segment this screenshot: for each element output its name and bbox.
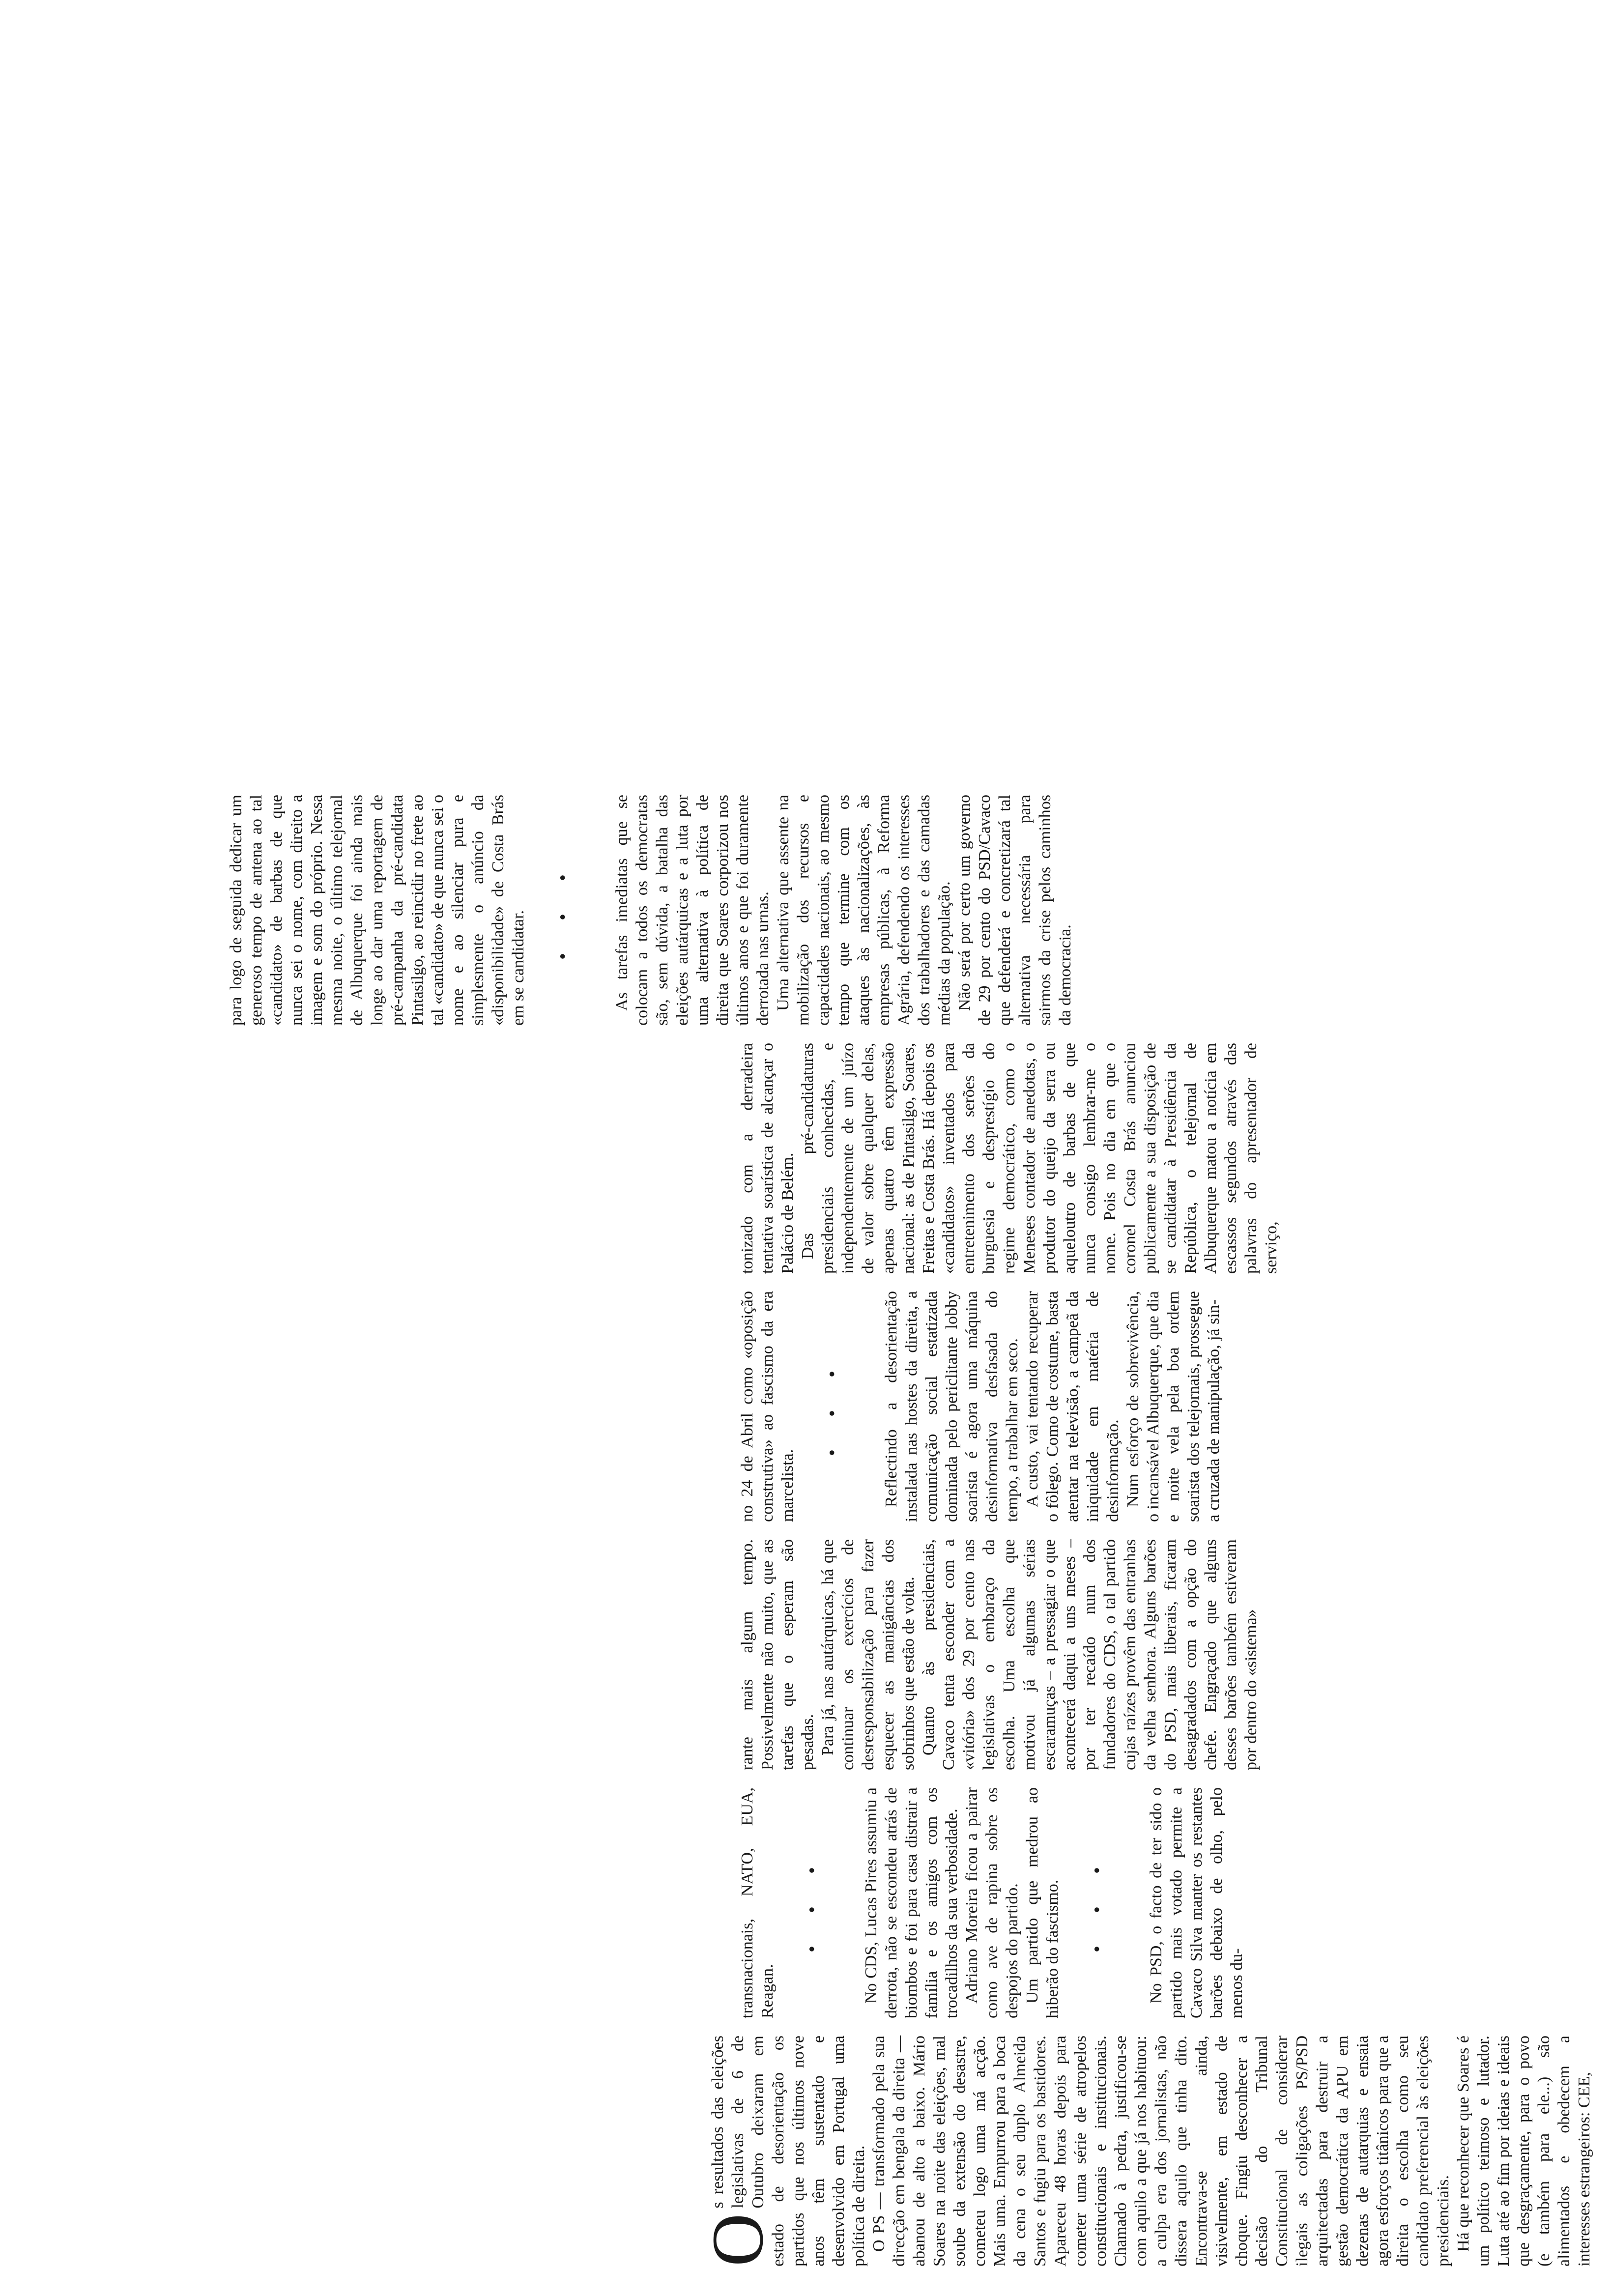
section-separator-dots: • • • [1086,1853,1108,1953]
paragraph: rante mais algum tempo. Possivelmente não muito, que as tarefas que o esperam são pesadas. [738,1539,817,1770]
paragraph: no 24 de Abril como «oposição construtiva» ao fascismo da era marcelista. [738,1291,797,1522]
article-column-4 [737,1291,1224,1522]
paragraph: Adriano Moreira ficou a pairar como ave de rapina sobre os despojos do partido. [963,1787,1021,2018]
article-column-5 [737,1043,1281,1274]
opening-paragraph [697,2036,869,2267]
paragraph: As tarefas imediatas que se colocam a todos os democratas são, sem dúvida, a batalha das eleições autárquicas e a luta por uma alternativa à política de direita que Soares corporizou nos últimos anos e que foi duramente derrotada nas urnas. [613,795,772,1026]
section-separator-dots: • • • [801,1853,823,1953]
drop-cap-letter: O [697,2213,778,2267]
opening-paragraph-text: s resultados das eleições legislativas de 6 de Outubro deixaram em estado de desorientação os partidos que nos últimos nove anos têm sustentado e desenvolvido em Portugal uma política de direita. [709,2036,868,2267]
article-column-6 [226,795,1075,1026]
paragraph: No CDS, Lucas Pires assumiu a derrota, não se escondeu atrás de biombos e foi para casa distrair a família e os amigos com os trocadilhos da sua verbosidade. [862,1787,961,2018]
section-separator-dots: • • • [551,861,574,960]
paragraph: Reflectindo a desorientação instalada nas hostes da direita, a comunicação social estatizada dominada pelo periclitante lobby soarista é agora uma máquina desinformativa desfasada do tempo, a trabalhar em seco. [882,1291,1021,1522]
article-column-2 [737,1787,1247,2018]
paragraph: Uma alternativa que assente na mobilização dos recursos e capacidades nacionais, ao mesmo tempo que termine com os ataques às nacionalizações, às empresas públicas, à Reforma Agrária, defendendo os interesses dos trabalhadores e das camadas médias da população. [774,795,953,1026]
paragraph: Não será por certo um governo de 29 por cento do PSD/Cavaco que defenderá e concretizará tal alternativa necessária para sairmos da crise pelos caminhos da democracia. [955,795,1074,1026]
paragraph: O PS — transformado pela sua direcção em bengala da direita — abanou de alto a baixo. Mário Soares na noite das eleições, mal soube da extensão do desastre, cometeu logo uma má acção. Mais uma. Empurrou para a boca da cena o seu duplo Almeida Santos e fugiu para os bastidores. Apareceu 48 horas depois para cometer uma série de atropelos constitucionais e institucionais. Chamado à pedra, justificou-se com aquilo a que já nos habituou: a culpa era dos jornalistas, não dissera aquilo que tinha dito. Encontrava-se ainda, visivelmente, em estado de choque. Fingiu desconhecer a decisão do Tribunal Constitucional de considerar ilegais as coligações PS/PSD arquitectadas para destruir a gestão democrática da APU em dezenas de autarquias e ensaia agora esforços titânicos para que a direita o escolha como seu candidato preferencial às eleições presidenciais. [870,2036,1452,2267]
paragraph: Quanto às presidenciais, Cavaco tenta esconder com a «vitória» dos 29 por cento nas legislativas o embaraço da escolha. Uma escolha que motivou já algumas sérias escaramuças – a pressagiar o que acontecerá daqui a uns meses – por ter recaído num dos fundadores do CDS, o tal partido cujas raízes provêm das entranhas da velha senhora. Alguns barões do PSD, mais liberais, ficaram desagradados com a opção do chefe. Engraçado que alguns desses barões também estiveram por dentro do «sistema» [920,1539,1260,1770]
paragraph: Num esforço de sobrevivência, o incansável Albuquerque, que dia e noite vela pela boa ordem soarista dos telejornais, prossegue a cruzada de manipulação, já sin- [1124,1291,1223,1522]
article-column-1 [697,2036,1594,2267]
article-column-3 [737,1539,1261,1770]
paragraph: Um partido que medrou ao hiberão do fascismo. [1023,1787,1062,2018]
paragraph: Há que reconhecer que Soares é um político teimoso e lutador. Luta até ao fim por ideias e ideais que desgraçamente, para o povo (e também para ele...) são alimentados e obedecem a interesses estrangeiros: CEE, [1454,2036,1593,2267]
paragraph: Das pré-candidaturas presidenciais conhecidas, e independentemente de um juízo de valor sobre qualquer delas, apenas quatro têm expressão nacional: as de Pintasilgo, Soares, Freitas e Costa Brás. Há depois os «candidatos» inventados para entretenimento dos serões da burguesia e desprestígio do regime democrático, como o Meneses contador de anedotas, o produtor do queijo da serra ou aqueloutro de barbas de que nunca consigo lembrar-me o nome. Pois no dia em que o coronel Costa Brás anunciou publicamente a sua disposição de se candidatar à Presidência da República, o telejornal de Albuquerque matou a notícia em escassos segundos através das palavras do apresentador de serviço, [799,1043,1280,1274]
paragraph: transnacionais, NATO, EUA, Reagan. [738,1787,777,2018]
paragraph: tonizado com a derradeira tentativa soarística de alcançar o Palácio de Belém. [738,1043,797,1274]
paragraph: No PSD, o facto de ter sido o partido mais votado permite a Cavaco Silva manter os restantes barões debaixo de olho, pelo menos du- [1147,1787,1246,2018]
section-separator-dots: • • • [821,1357,843,1457]
paragraph: Para já, nas autárquicas, há que continuar os exercícios de desresponsabilização para fazer esquecer as manigâncias dos sobrinhos que estão de volta. [819,1539,918,1770]
paragraph: para logo de seguida dedicar um generoso tempo de antena ao tal «candidato» de barbas de que nunca sei o nome, com direito a imagem e som do próprio. Nessa mesma noite, o último telejornal de Albuquerque foi ainda mais longe ao dar uma reportagem de pré-campanha da pré-candidata Pintasilgo, ao reincidir no frete ao tal «candidato» de que nunca sei o nome e ao silenciar pura e simplesmente o anúncio da «disponibilidade» de Costa Brás em se candidatar. [227,795,527,1026]
paragraph: A custo, vai tentando recuperar o fôlego. Como de costume, basta atentar na televisão, a campeã da iniquidade em matéria de desinformação. [1023,1291,1122,1522]
